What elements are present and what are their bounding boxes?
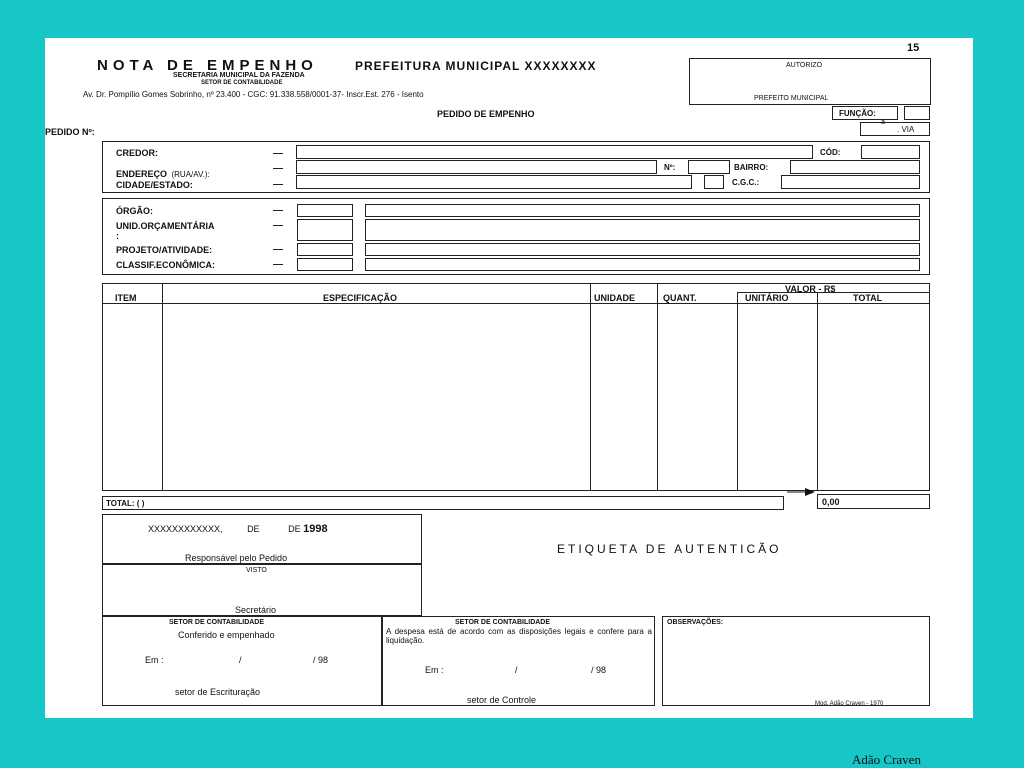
orgao-code-field[interactable] [297,204,353,217]
col-unidade-header: UNIDADE [594,293,636,303]
prefeito-label: PREFEITO MUNICIPAL [754,95,829,102]
autorizo-box [689,58,931,105]
endereco-field[interactable] [296,160,657,174]
col-especificacao-header: ESPECIFICAÇÃO [323,293,398,303]
visto-box [102,564,422,616]
via-label: . VIA [897,125,915,134]
empenho-form-page [45,38,973,718]
secretaria-label: SECRETARIA MUNICIPAL DA FAZENDA [173,72,305,79]
de-text-2: DE [288,524,301,534]
visto-label: VISTO [246,567,267,574]
endereco-note: (RUA/AV.): [171,170,210,179]
via-superscript: a [881,119,885,126]
col-quant-header: QUANT. [663,293,697,303]
unid-colon: : [116,231,119,241]
controle-text: A despesa está de acordo com as disposições legais e confere para a liquidação. [386,627,652,645]
observacoes-box[interactable] [662,616,930,706]
numero-field[interactable] [688,160,730,174]
controle-title: SETOR DE CONTABILIDADE [455,619,551,626]
endereco-label: ENDEREÇO [116,169,168,179]
cidade-field[interactable] [296,175,692,189]
escrituracao-box [102,616,382,706]
bairro-field[interactable] [790,160,920,174]
etiqueta-label: ETIQUETA DE AUTENTICÃO [557,542,782,556]
bairro-label: BAIRRO: [734,163,769,172]
slash-left-2: / 98 [313,655,329,665]
conferido-text: Conferido e empenhado [178,630,275,640]
place-date-line [148,523,328,535]
col-divider-4 [737,292,738,491]
em-label-left: Em : [145,655,164,665]
unid-dash [273,225,283,226]
projeto-dash [273,249,283,250]
estado-field[interactable] [704,175,724,189]
slash-middle-1: / [515,665,518,675]
address-line: Av. Dr. Pompílio Gomes Sobrinho, nº 23.400 - CGC: 91.338.558/0001-37- Inscr.Est. 276 - Isento [83,90,424,99]
controle-box [382,616,655,706]
title-prefeitura: PREFEITURA MUNICIPAL XXXXXXXX [355,59,597,73]
classif-label: CLASSIF.ECONÔMICA: [116,260,215,270]
autorizo-label: AUTORIZO [786,62,823,69]
projeto-code-field[interactable] [297,243,353,256]
unid-code-field[interactable] [297,219,353,241]
col-unitario-header: UNITÁRIO [745,293,789,303]
classif-code-field[interactable] [297,258,353,271]
de-text-1: DE [247,524,260,534]
observacoes-title: OBSERVAÇÕES: [667,619,724,626]
controle-sign: setor de Controle [467,695,537,705]
col-item-header: ITEM [115,293,137,303]
funcao-label: FUNÇÃO: [839,109,876,118]
orgao-dash [273,210,283,211]
col-divider-3 [657,283,658,491]
via-box[interactable] [860,119,930,136]
cidade-dash [273,184,283,185]
credor-field[interactable] [296,145,813,159]
total-value-field[interactable] [817,494,930,509]
year-text: 1998 [303,523,328,535]
unid-name-field[interactable] [365,219,920,241]
cgc-field[interactable] [781,175,920,189]
total-row-box [102,496,784,510]
slash-middle-2: / 98 [591,665,607,675]
orgao-label: ÓRGÃO: [116,206,153,216]
cod-field[interactable] [861,145,920,159]
pedido-empenho-title: PEDIDO DE EMPENHO [437,109,535,119]
projeto-label: PROJETO/ATIVIDADE: [116,245,213,255]
classif-name-field[interactable] [365,258,920,271]
col-divider-2 [590,283,591,491]
total-value: 0,00 [822,497,840,507]
place-text: XXXXXXXXXXXX, [148,524,223,534]
author-credit: Adão Craven [852,752,921,767]
em-label-middle: Em : [425,665,444,675]
total-label: TOTAL: ( ) [106,499,145,508]
escrituracao-title: SETOR DE CONTABILIDADE [169,619,265,626]
responsavel-box [102,514,422,564]
cgc-label: C.G.C.: [732,178,760,187]
responsavel-label: Responsável pelo Pedido [185,553,288,563]
secretario-label: Secretário [235,605,277,615]
funcao-field[interactable] [904,106,930,120]
endereco-dash [273,168,283,169]
model-credit: Mod. Adão Craven - 1970 [815,701,884,707]
cidade-label: CIDADE/ESTADO: [116,180,193,190]
cod-label: CÓD: [820,148,841,157]
arrow-right-icon [787,486,817,498]
projeto-name-field[interactable] [365,243,920,256]
funcao-label-box [832,106,898,120]
page-number: 15 [907,42,920,54]
slash-left-1: / [239,655,242,665]
credor-dash [273,153,283,154]
numero-label: Nº: [664,163,676,172]
valor-header: VALOR - R$ [785,284,836,294]
especificacao-area[interactable] [163,304,590,491]
escrituracao-sign: setor de Escrituração [175,687,261,697]
credor-label: CREDOR: [116,148,158,158]
unid-label: UNID.ORÇAMENTÁRIA [116,221,215,231]
orgao-name-field[interactable] [365,204,920,217]
title-nota-de-empenho: NOTA DE EMPENHO [97,57,318,74]
classif-dash [273,264,283,265]
setor-label: SETOR DE CONTABILIDADE [201,80,283,86]
col-divider-5 [817,292,818,491]
col-total-header: TOTAL [853,293,883,303]
pedido-no-label: PEDIDO Nº: [45,127,95,137]
